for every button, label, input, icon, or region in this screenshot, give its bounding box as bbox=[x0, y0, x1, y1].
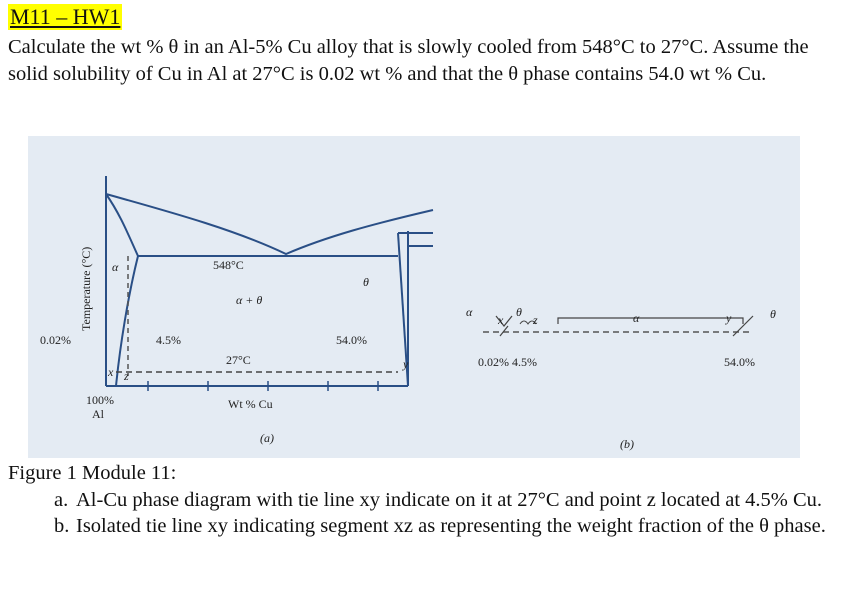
problem-statement: Calculate the wt % θ in an Al-5% Cu alloy that is slowly cooled from 548°C to 27°C. Assume the solid solubility of Cu in Al at 27°C is 0.02 wt % and that the θ phase contains 54.0 wt % Cu. bbox=[8, 36, 809, 85]
b-label-alpha-left: α bbox=[466, 305, 473, 319]
label-4-5: 4.5% bbox=[156, 333, 181, 347]
solvus-curve bbox=[116, 256, 138, 386]
phase-diagram-drawing bbox=[28, 136, 800, 458]
caption-text-a: Al-Cu phase diagram with tie line xy indicate on it at 27°C and point z located at 4.5% Cu. bbox=[76, 489, 823, 511]
segment-bracket bbox=[558, 318, 743, 324]
phase-diagram-figure bbox=[28, 136, 800, 458]
label-alpha: α bbox=[112, 260, 119, 274]
b-label-x: x bbox=[498, 313, 504, 327]
solidus-curve bbox=[106, 194, 138, 256]
b-label-z: z bbox=[533, 313, 538, 327]
caption-item-b bbox=[8, 513, 843, 539]
xlabel: Wt % Cu bbox=[228, 397, 273, 411]
label-z: z bbox=[124, 369, 129, 383]
b-label-y: y bbox=[726, 311, 732, 325]
caption-marker-a: a. bbox=[54, 489, 69, 511]
label-alpha-theta: α + θ bbox=[236, 293, 263, 307]
panel-a-label: (a) bbox=[260, 431, 274, 445]
caption-marker-b: b. bbox=[54, 515, 70, 537]
hw-title: M11 – HW1 bbox=[10, 4, 121, 29]
label-54: 54.0% bbox=[336, 333, 367, 347]
b-label-alpha-mid: α bbox=[633, 311, 640, 325]
liquidus-curve bbox=[106, 194, 433, 254]
b-label-theta-top: θ bbox=[516, 305, 522, 319]
label-0-02: 0.02% bbox=[40, 333, 71, 347]
figure-caption-list bbox=[8, 487, 843, 539]
ylabel: Temperature (°C) bbox=[79, 246, 93, 331]
label-548c: 548°C bbox=[213, 258, 244, 272]
b-label-0-02-4-5: 0.02% 4.5% bbox=[478, 355, 537, 369]
caption-text-b: Isolated tie line xy indicating segment xz as representing the weight fraction of the θ phase. bbox=[76, 515, 826, 537]
panel-b-label: (b) bbox=[620, 437, 634, 451]
label-27c: 27°C bbox=[226, 353, 251, 367]
label-y: y bbox=[403, 357, 409, 371]
b-label-theta-right: θ bbox=[770, 307, 776, 321]
label-theta: θ bbox=[363, 275, 369, 289]
figure-caption-title: Figure 1 Module 11: bbox=[8, 462, 177, 484]
b-label-54: 54.0% bbox=[724, 355, 755, 369]
label-al: Al bbox=[92, 407, 104, 421]
label-100pct: 100% bbox=[86, 393, 114, 407]
caption-item-a bbox=[8, 487, 843, 513]
label-x: x bbox=[108, 365, 114, 379]
